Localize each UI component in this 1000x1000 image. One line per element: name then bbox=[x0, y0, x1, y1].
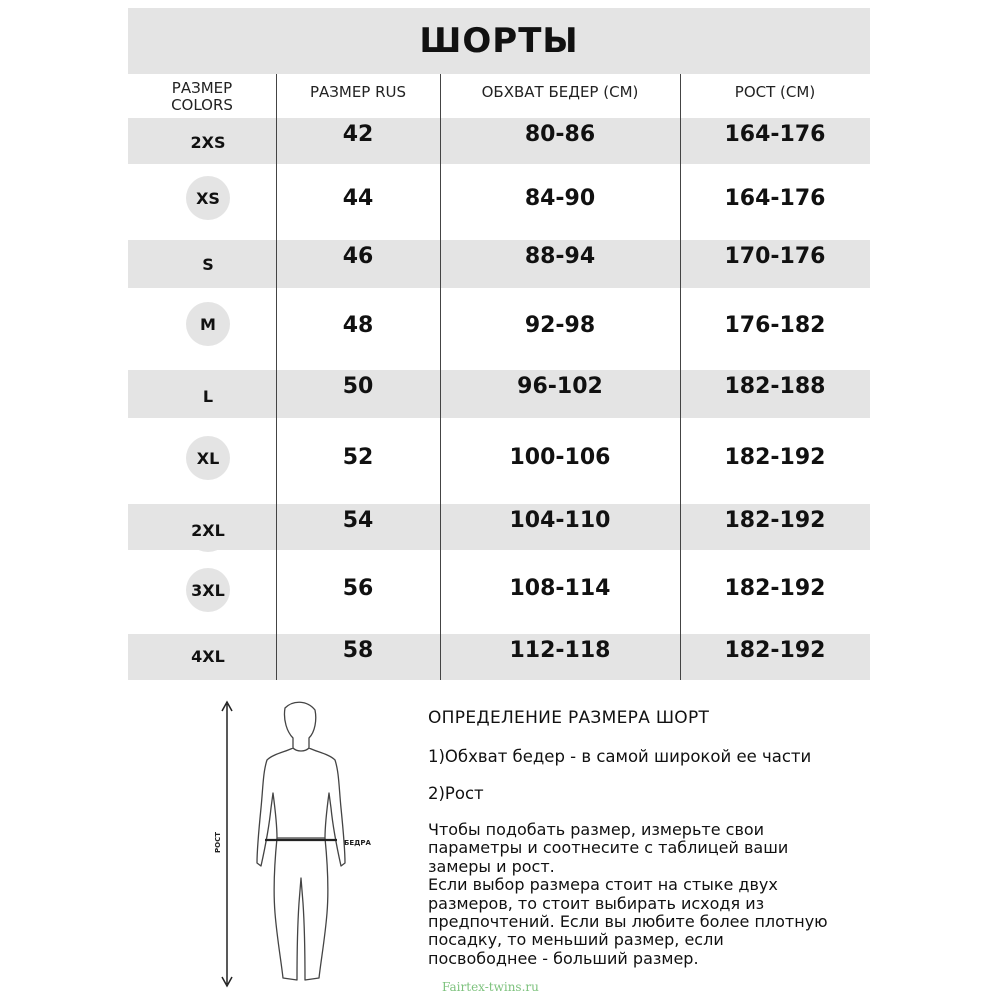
rus-size-cell: 58 bbox=[342, 638, 374, 663]
size-cell bbox=[128, 504, 276, 550]
rus-size-cell: 56 bbox=[342, 576, 374, 601]
paragraph-line: размеров, то стоит выбирать исходя из bbox=[428, 893, 765, 913]
header-size-line2: COLORS bbox=[171, 96, 233, 114]
paragraph-line: Чтобы подобать размер, измерьте свои bbox=[428, 820, 765, 839]
hips-cell: 108-114 bbox=[509, 576, 611, 601]
table-row bbox=[128, 418, 870, 504]
rus-size-cell: 54 bbox=[342, 508, 374, 533]
table-row bbox=[128, 550, 870, 634]
size-cell bbox=[128, 634, 276, 680]
column-divider bbox=[276, 74, 277, 680]
instruction-step-2: 2)Рост bbox=[428, 784, 484, 803]
hips-cell: 80-86 bbox=[524, 122, 596, 147]
table-header bbox=[128, 74, 870, 118]
size-cell bbox=[128, 118, 276, 164]
size-badge: XS bbox=[186, 176, 230, 220]
table-row bbox=[128, 370, 870, 418]
height-cell: 182-192 bbox=[724, 445, 826, 470]
rus-size-cell: 44 bbox=[342, 186, 374, 211]
rus-size-cell: 48 bbox=[342, 313, 374, 338]
size-cell bbox=[128, 370, 276, 418]
size-badge: L bbox=[186, 374, 230, 418]
size-cell bbox=[128, 288, 276, 370]
paragraph-line: замеры и рост. bbox=[428, 856, 555, 876]
size-badge: XL bbox=[186, 436, 230, 480]
header-height: РОСТ (СМ) bbox=[734, 83, 816, 101]
height-cell: 176-182 bbox=[724, 313, 826, 338]
instructions-paragraph-1 bbox=[428, 821, 858, 876]
header-size-line1: РАЗМЕР bbox=[171, 79, 233, 97]
paragraph-line: посвободнее - больший размер. bbox=[428, 948, 699, 968]
height-cell: 182-192 bbox=[724, 638, 826, 663]
header-size bbox=[128, 80, 276, 114]
size-badge: S bbox=[186, 242, 230, 286]
hips-cell: 100-106 bbox=[509, 445, 611, 470]
size-badge: 2XL bbox=[186, 508, 230, 552]
hips-cell: 84-90 bbox=[524, 186, 596, 211]
table-row bbox=[128, 118, 870, 164]
paragraph-line: параметры и соотнесите с таблицей ваши bbox=[428, 838, 789, 858]
height-cell: 164-176 bbox=[724, 186, 826, 211]
height-cell: 170-176 bbox=[724, 244, 826, 269]
height-axis-label: РОСТ bbox=[214, 832, 222, 853]
table-row bbox=[128, 634, 870, 680]
height-cell: 182-192 bbox=[724, 508, 826, 533]
size-table bbox=[128, 74, 870, 680]
paragraph-line: посадку, то меньший размер, если bbox=[428, 930, 724, 950]
paragraph-line: предпочтений. Если вы любите более плотную bbox=[428, 912, 828, 932]
body-figure bbox=[205, 698, 380, 990]
size-badge: 4XL bbox=[186, 634, 230, 678]
hips-cell: 92-98 bbox=[524, 313, 596, 338]
page-title: ШОРТЫ bbox=[419, 21, 579, 61]
size-badge: M bbox=[186, 302, 230, 346]
size-cell bbox=[128, 418, 276, 504]
hips-cell: 88-94 bbox=[524, 244, 596, 269]
body-outline-icon bbox=[205, 698, 380, 990]
watermark: Fairtex-twins.ru bbox=[442, 980, 539, 994]
table-row bbox=[128, 240, 870, 288]
header-rus: РАЗМЕР RUS bbox=[309, 83, 407, 101]
table-row bbox=[128, 164, 870, 240]
hips-cell: 96-102 bbox=[517, 374, 603, 399]
size-badge: 2XS bbox=[186, 120, 230, 164]
table-row bbox=[128, 288, 870, 370]
hips-cell: 104-110 bbox=[509, 508, 611, 533]
paragraph-line: Если выбор размера стоит на стыке двух bbox=[428, 875, 778, 895]
title-bar bbox=[128, 8, 870, 74]
rus-size-cell: 46 bbox=[342, 244, 374, 269]
instructions bbox=[428, 708, 858, 968]
hips-label: БЕДРА bbox=[344, 839, 371, 847]
height-cell: 182-188 bbox=[724, 374, 826, 399]
instruction-step-1: 1)Обхват бедер - в самой широкой ее части bbox=[428, 747, 812, 766]
rus-size-cell: 52 bbox=[342, 445, 374, 470]
column-divider bbox=[680, 74, 681, 680]
size-badge: 3XL bbox=[186, 568, 230, 612]
size-cell bbox=[128, 240, 276, 288]
hips-cell: 112-118 bbox=[509, 638, 611, 663]
height-cell: 164-176 bbox=[724, 122, 826, 147]
rus-size-cell: 42 bbox=[342, 122, 374, 147]
column-divider bbox=[440, 74, 441, 680]
header-hips: ОБХВАТ БЕДЕР (СМ) bbox=[481, 83, 639, 101]
rus-size-cell: 50 bbox=[342, 374, 374, 399]
height-cell: 182-192 bbox=[724, 576, 826, 601]
table-row bbox=[128, 504, 870, 550]
size-cell bbox=[128, 164, 276, 240]
instructions-paragraph-2 bbox=[428, 876, 858, 968]
size-cell bbox=[128, 550, 276, 634]
instructions-heading: ОПРЕДЕЛЕНИЕ РАЗМЕРА ШОРТ bbox=[428, 708, 710, 728]
